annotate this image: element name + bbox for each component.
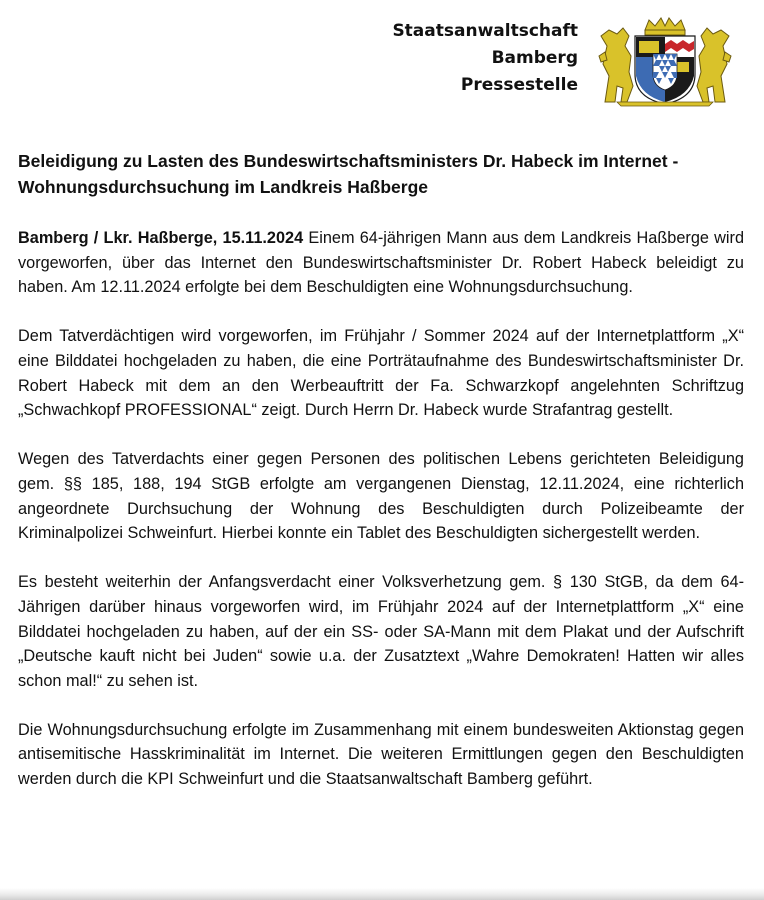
paragraph-5: Die Wohnungsdurchsuchung erfolgte im Zusammenhang mit einem bundesweiten Aktionstag gegen antisemitische Hasskriminalität im Internet. Die weiteren Ermittlungen gegen den Beschuldigten werden durch die KPI Schweinfurt und die Staatsanwaltschaft Bamberg geführt. (18, 720, 744, 789)
letterhead (0, 16, 764, 106)
press-release-headline (18, 148, 744, 200)
paragraph-2: Dem Tatverdächtigen wird vorgeworfen, im Frühjahr / Sommer 2024 auf der Internetplattform „X“ eine Bilddatei hochgeladen zu haben, die eine Porträtaufnahme des Bundeswirtschaftsminister Dr. Robert Habeck mit dem an den Werbeauftritt der Fa. Schwarzkopf angelehnten Schriftzug „Schwachkopf PROFESSIONAL“ zeigt. Durch Herrn Dr. Habeck wurde Strafantrag gestellt. (18, 327, 744, 420)
org-name: Staatsanwaltschaft (392, 21, 578, 41)
paragraph-1 (18, 226, 744, 300)
paragraph-4: Es besteht weiterhin der Anfangsverdacht einer Volksverhetzung gem. § 130 StGB, da dem 64-Jährigen darüber hinaus vorgeworfen wird, im Frühjahr 2024 auf der Internetplattform „X“ eine Bilddatei hochgeladen zu haben, auf der ein SS- oder SA-Mann mit dem Plakat und der Aufschrift „Deutsche kauft nicht bei Juden“ sowie u.a. der Zusatztext „Wahre Demokraten! Hatten wir alles schon mal!“ zu sehen ist. (18, 573, 744, 690)
headline-line-2: Wohnungsdurchsuchung im Landkreis Haßberge (18, 177, 428, 197)
paragraph-1-text: Einem 64-jährigen Mann aus dem Landkreis Haßberge wird vorgeworfen, über das Internet den Bundeswirtschaftsminister Dr. Robert Habeck beleidigt zu haben. Am 12.11.2024 erfolgte bei dem Beschuldigten eine Wohnungsdurchsuchung. (18, 229, 744, 297)
dateline: Bamberg / Lkr. Haßberge, 15.11.2024 (18, 229, 304, 247)
issuing-authority (392, 18, 578, 99)
page-edge-shadow (0, 888, 764, 900)
bavarian-coat-of-arms-icon (595, 16, 735, 108)
paragraph-3: Wegen des Tatverdachts einer gegen Personen des politischen Lebens gerichteten Beleidigung gem. §§ 185, 188, 194 StGB erfolgte am vergangenen Dienstag, 12.11.2024, eine richterlich angeordnete Durchsuchung der Wohnung des Beschuldigten durch Polizeibeamte der Kriminalpolizei Schweinfurt. Hierbei konnte ein Tablet des Beschuldigten sichergestellt werden. (18, 450, 744, 543)
headline-line-1: Beleidigung zu Lasten des Bundeswirtschaftsministers Dr. Habeck im Internet - (18, 151, 679, 171)
press-release-body (18, 226, 744, 816)
org-city: Bamberg (491, 48, 578, 68)
org-department: Pressestelle (460, 75, 578, 95)
